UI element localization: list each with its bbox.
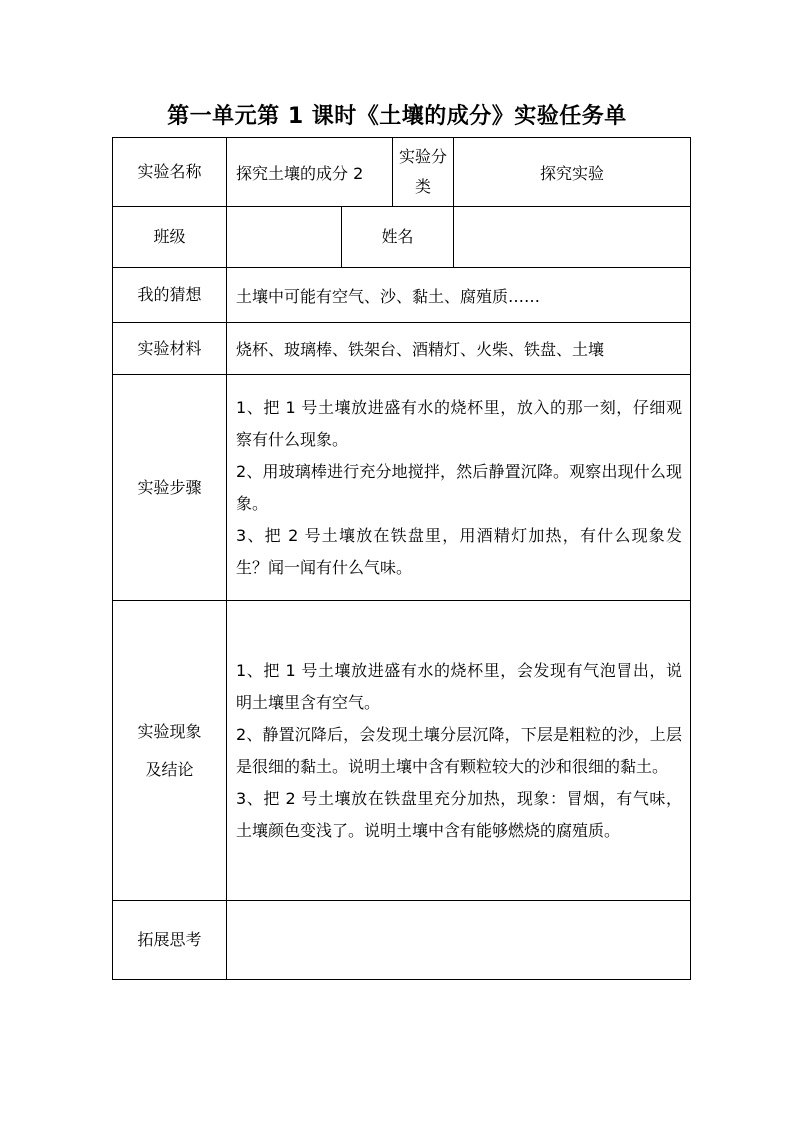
experiment-category-label: 实验分类 [393, 138, 454, 207]
step-item: 2、用玻璃棒进行充分地搅拌，然后静置沉降。观察出现什么现象。 [236, 461, 683, 513]
row-experiment-name [113, 138, 691, 207]
experiment-task-table [112, 137, 691, 980]
extension-field[interactable] [227, 901, 691, 980]
result-item: 2、静置沉降后，会发现土壤分层沉降，下层是粗粒的沙，上层是很细的黏土。说明土壤中含有颗粒较大的沙和很细的黏土。 [236, 724, 683, 776]
student-name-label: 姓名 [342, 207, 454, 268]
materials-label: 实验材料 [113, 323, 227, 375]
results-label-line1: 实验现象 [137, 721, 202, 741]
steps-content [227, 375, 691, 601]
results-label-line2: 及结论 [145, 759, 194, 779]
results-label [113, 601, 227, 901]
experiment-name-label: 实验名称 [113, 138, 227, 207]
guess-value: 土壤中可能有空气、沙、黏土、腐殖质…… [227, 268, 691, 323]
row-results [113, 601, 691, 901]
row-extension [113, 901, 691, 980]
row-class-student [113, 207, 691, 268]
step-item: 1、把 1 号土壤放进盛有水的烧杯里，放入的那一刻，仔细观察有什么现象。 [236, 397, 683, 449]
steps-label: 实验步骤 [113, 375, 227, 601]
result-item: 3、把 2 号土壤放在铁盘里充分加热，现象：冒烟，有气味，土壤颜色变浅了。说明土壤中含有能够燃烧的腐殖质。 [236, 788, 683, 840]
class-field[interactable] [227, 207, 342, 268]
class-label: 班级 [113, 207, 227, 268]
result-item: 1、把 1 号土壤放进盛有水的烧杯里，会发现有气泡冒出，说明土壤里含有空气。 [236, 660, 683, 712]
results-content [227, 601, 691, 901]
row-steps [113, 375, 691, 601]
experiment-name-value: 探究土壤的成分 2 [227, 138, 393, 207]
student-name-field[interactable] [454, 207, 691, 268]
materials-value: 烧杯、玻璃棒、铁架台、酒精灯、火柴、铁盘、土壤 [227, 323, 691, 375]
extension-label: 拓展思考 [113, 901, 227, 980]
row-guess [113, 268, 691, 323]
experiment-category-value: 探究实验 [454, 138, 691, 207]
guess-label: 我的猜想 [113, 268, 227, 323]
step-item: 3、把 2 号土壤放在铁盘里，用酒精灯加热，有什么现象发生？闻一闻有什么气味。 [236, 525, 683, 577]
page-title: 第一单元第 1 课时《土壤的成分》实验任务单 [167, 104, 627, 129]
row-materials [113, 323, 691, 375]
